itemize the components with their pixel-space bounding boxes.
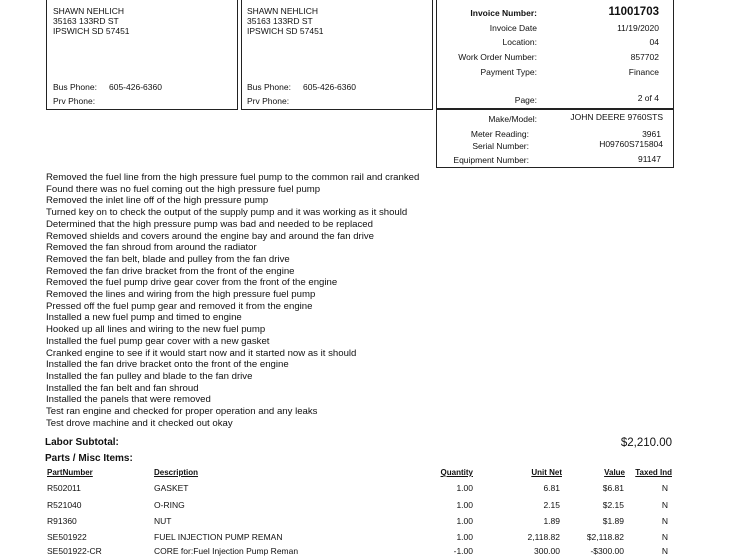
parts-section-title: Parts / Misc Items: [45, 453, 133, 464]
location-label: Location: [502, 37, 537, 47]
part-taxed: N [661, 516, 668, 526]
part-taxed: N [661, 532, 668, 542]
work-line: Found there was no fuel coming out the high pressure fuel pump [46, 183, 321, 195]
make-model-label: Make/Model: [488, 114, 537, 124]
col-header-value: Value [604, 468, 625, 477]
col-header-description: Description [154, 468, 199, 477]
invoice-date-label: Invoice Date [489, 23, 537, 33]
part-quantity: 1.00 [456, 516, 473, 526]
customer-street: 35163 133RD ST [247, 16, 313, 26]
part-value: $1.89 [602, 516, 624, 526]
work-line: Turned key on to check the output of the supply pump and it was working as it should [46, 207, 408, 219]
bus-phone-label: Bus Phone: [247, 82, 291, 92]
part-taxed: N [661, 483, 668, 493]
part-number: R521040 [47, 500, 82, 510]
part-number: SE501922-CR [47, 546, 102, 556]
prv-phone-label: Prv Phone: [53, 96, 96, 106]
work-line: Removed the inlet line off of the high pressure pump [46, 195, 269, 207]
part-unit-net: 2,118.82 [527, 532, 560, 542]
table-row [0, 500, 740, 514]
table-row [0, 546, 740, 560]
serial-number-label: Serial Number: [472, 141, 529, 151]
work-line: Installed a new fuel pump and timed to engine [46, 312, 242, 324]
customer-name: SHAWN NEHLICH [247, 6, 318, 16]
work-description [46, 172, 419, 429]
col-header-taxed: Taxed Ind [635, 468, 672, 477]
payment-type: Finance [628, 67, 659, 77]
part-unit-net: 6.81 [543, 483, 560, 493]
work-line: Test drove machine and it checked out okay [46, 417, 233, 429]
work-line: Pressed off the fuel pump gear and removed it from the engine [46, 300, 313, 312]
payment-type-label: Payment Type: [480, 67, 537, 77]
work-line: Removed shields and covers around the engine bay and around the fan drive [46, 230, 375, 242]
prv-phone-label: Prv Phone: [247, 96, 290, 106]
location: 04 [649, 37, 659, 47]
work-line: Removed the lines and wiring from the high pressure fuel pump [46, 289, 316, 301]
work-line: Installed the panels that were removed [46, 394, 211, 406]
part-unit-net: 2.15 [543, 500, 560, 510]
col-header-part: PartNumber [47, 468, 93, 477]
meter-reading: 3961 [642, 129, 661, 139]
part-number: R502011 [47, 483, 81, 493]
part-description: NUT [154, 516, 172, 526]
meter-reading-label: Meter Reading: [470, 129, 529, 139]
part-value: $6.81 [602, 483, 624, 493]
part-value: $2.15 [602, 500, 624, 510]
col-header-unit-net: Unit Net [531, 468, 562, 477]
work-line: Installed the fan pulley and blade to the fan drive [46, 370, 253, 382]
labor-subtotal-amount: $2,210.00 [620, 437, 672, 449]
bus-phone: 605-426-6360 [303, 82, 356, 92]
work-line: Removed the fuel line from the high pressure fuel pump to the common rail and cranked [46, 172, 420, 183]
invoice-number-label: Invoice Number: [470, 8, 537, 18]
labor-subtotal-label: Labor Subtotal: [45, 437, 119, 448]
work-line: Removed the fan drive bracket from the front of the engine [46, 265, 295, 277]
equipment-number: 91147 [637, 154, 661, 164]
work-line: Removed the fan belt, blade and pulley from the fan drive [46, 253, 290, 265]
work-order: 857702 [630, 52, 659, 62]
part-taxed: N [661, 546, 668, 556]
invoice-info-box [436, 0, 674, 110]
table-row [0, 483, 740, 497]
work-line: Removed the fan shroud from around the radiator [46, 242, 257, 254]
work-line: Removed the fuel pump drive gear cover from the front of the engine [46, 277, 338, 289]
col-header-quantity: Quantity [440, 468, 473, 477]
customer-city: IPSWICH SD 57451 [247, 26, 324, 36]
work-line: Installed the fan belt and fan shroud [46, 382, 199, 394]
serial-number: H09760S715804 [599, 139, 663, 149]
work-line: Determined that the high pressure pump was bad and needed to be replaced [46, 218, 373, 230]
equipment-box [436, 108, 674, 168]
part-quantity: 1.00 [456, 532, 473, 542]
part-number: R91360 [47, 516, 77, 526]
invoice-date: 11/19/2020 [617, 23, 659, 33]
part-quantity: 1.00 [456, 500, 473, 510]
bus-phone-label: Bus Phone: [53, 82, 97, 92]
table-row [0, 516, 740, 530]
work-line: Hooked up all lines and wiring to the new fuel pump [46, 324, 266, 336]
customer-street: 35163 133RD ST [53, 16, 119, 26]
part-value: -$300.00 [590, 546, 624, 556]
page-label: Page: [514, 95, 537, 105]
work-line: Installed the fuel pump gear cover with a new gasket [46, 335, 270, 347]
part-number: SE501922 [47, 532, 87, 542]
work-line: Cranked engine to see if it would start now and it started now as it should [46, 347, 357, 359]
equipment-number-label: Equipment Number: [453, 155, 529, 165]
part-quantity: -1.00 [453, 546, 473, 556]
page-number: 2 of 4 [637, 93, 659, 103]
part-description: GASKET [154, 483, 189, 493]
make-model: JOHN DEERE 9760STS [570, 112, 663, 122]
customer-box-right [241, 0, 433, 110]
table-row [0, 532, 740, 546]
customer-box-left [46, 0, 238, 110]
part-description: O-RING [154, 500, 185, 510]
part-description: FUEL INJECTION PUMP REMAN [154, 532, 283, 542]
bus-phone: 605-426-6360 [109, 82, 162, 92]
invoice-number: 11001703 [608, 6, 659, 18]
part-description: CORE for:Fuel Injection Pump Reman [154, 546, 299, 556]
part-unit-net: 1.89 [543, 516, 560, 526]
part-value: $2,118.82 [586, 532, 624, 542]
part-unit-net: 300.00 [534, 546, 560, 556]
work-line: Installed the fan drive bracket onto the front of the engine [46, 359, 289, 371]
part-quantity: 1.00 [456, 483, 473, 493]
work-line: Test ran engine and checked for proper operation and any leaks [46, 406, 318, 418]
part-taxed: N [661, 500, 668, 510]
customer-city: IPSWICH SD 57451 [53, 26, 130, 36]
customer-name: SHAWN NEHLICH [53, 6, 124, 16]
work-order-label: Work Order Number: [458, 52, 537, 62]
